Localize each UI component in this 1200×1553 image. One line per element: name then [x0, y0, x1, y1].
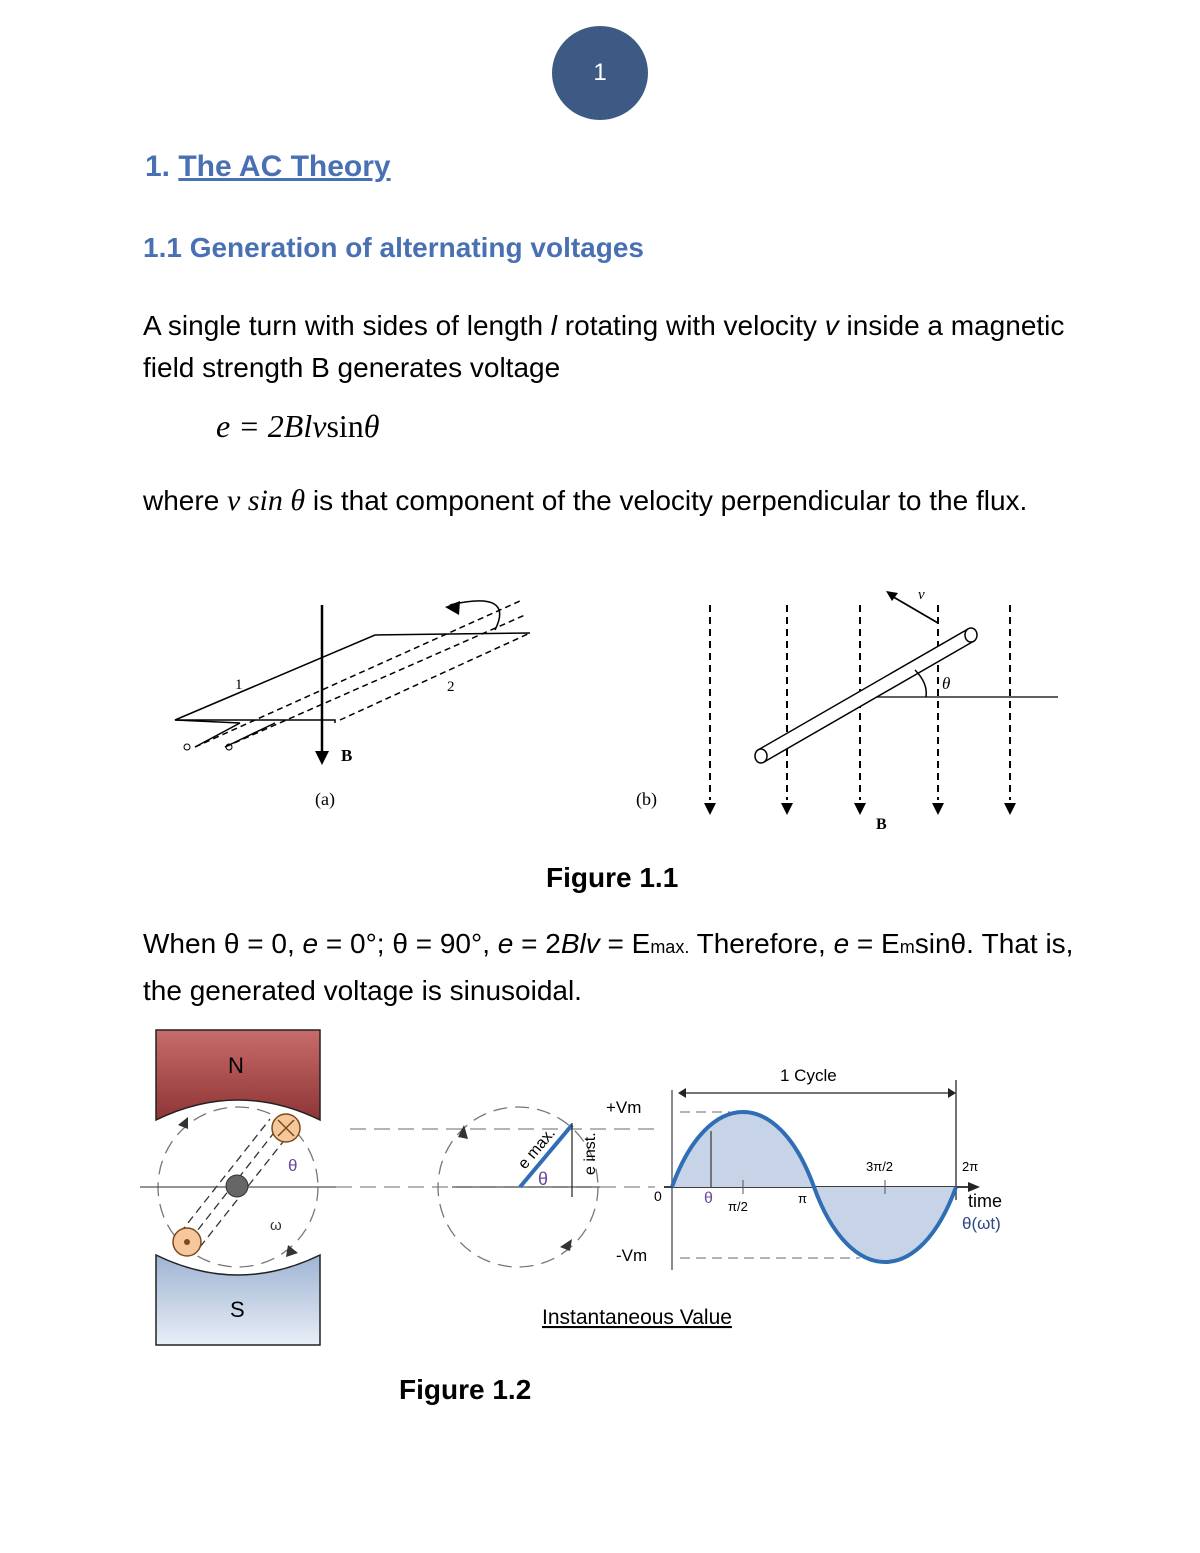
var-v: v — [824, 310, 839, 341]
einst-label: e inst. — [582, 1132, 599, 1175]
fig1b-label-v: v — [918, 587, 925, 603]
intro-paragraph — [143, 305, 1083, 389]
omega-label: ω — [270, 1217, 282, 1234]
sine-positive-fill — [672, 1112, 814, 1187]
theta-axis-label: θ — [704, 1190, 713, 1207]
var-e: e — [833, 928, 850, 959]
rotor-theta-label: θ — [288, 1156, 298, 1175]
sine-negative-fill — [814, 1187, 956, 1262]
fig1b-caption: (b) — [636, 789, 657, 809]
minus-vm-label: -Vm — [616, 1246, 648, 1265]
voltage-equation — [216, 408, 380, 445]
text-span: When θ = 0, — [143, 928, 303, 959]
two-pi-label: 2π — [962, 1159, 979, 1174]
var-e: e — [497, 928, 514, 959]
pi-half-label: π/2 — [728, 1199, 748, 1214]
subscript-m: m — [899, 937, 915, 957]
fig1b-label-B: B — [876, 816, 887, 833]
text-span: = E — [599, 928, 651, 959]
phasor-theta-label: θ — [538, 1169, 549, 1189]
subscript-max: max. — [650, 937, 690, 957]
section-title: The AC Theory — [178, 150, 391, 183]
text-span: rotating with velocity — [557, 310, 825, 341]
fig1a-caption: (a) — [315, 789, 335, 809]
theta-omega-t-label: θ(ωt) — [962, 1214, 1001, 1233]
text-span: where — [143, 485, 228, 516]
emax-label: e max. — [515, 1124, 559, 1173]
equation-sin: sin — [326, 408, 364, 444]
var-l: l — [550, 310, 558, 341]
three-pi-half-label: 3π/2 — [866, 1159, 894, 1174]
text-span: is that component of the velocity perpendicular to the flux. — [305, 485, 1028, 516]
var-e: e — [302, 928, 319, 959]
velocity-paragraph — [143, 480, 1083, 522]
instantaneous-value-label: Instantaneous Value — [542, 1306, 732, 1329]
section-number: 1. — [145, 150, 179, 183]
magnet-N-label: N — [228, 1053, 244, 1078]
text-span: = 2 — [513, 928, 561, 959]
figure-1-1a-diagram — [165, 595, 545, 825]
plus-vm-label: +Vm — [606, 1098, 642, 1117]
time-axis-label: time — [968, 1191, 1003, 1211]
sinusoid-paragraph — [143, 922, 1103, 1013]
magnet-S-label: S — [230, 1297, 245, 1322]
text-span: inside a magnetic field strength B generates voltage — [143, 310, 1065, 383]
zero-label: 0 — [654, 1188, 662, 1204]
fig1a-label-B: B — [341, 746, 353, 765]
page-number-badge: 1 — [552, 26, 648, 120]
figure-1-1-caption: Figure 1.1 — [546, 862, 679, 893]
figure-1-1b-diagram — [630, 585, 1070, 833]
equation-theta: θ — [363, 408, 380, 444]
equation-lhs: e = 2Blv — [216, 408, 327, 444]
fig1a-label-2: 2 — [447, 679, 455, 695]
pi-label: π — [798, 1191, 807, 1206]
figure-1-2-diagram — [140, 1025, 1040, 1355]
var-blv: Blv — [560, 928, 600, 959]
inline-math: v sin θ — [227, 484, 306, 517]
text-span: = 0°; θ = 90°, — [318, 928, 498, 959]
fig1b-label-theta: θ — [942, 674, 951, 693]
text-span: = E — [849, 928, 900, 959]
fig1a-label-1: 1 — [235, 677, 243, 693]
figure-1-2-caption: Figure 1.2 — [399, 1374, 532, 1405]
one-cycle-label: 1 Cycle — [780, 1066, 837, 1085]
text-span: A single turn with sides of length — [143, 310, 551, 341]
section-heading — [145, 150, 391, 184]
subsection-heading: 1.1 Generation of alternating voltages — [143, 232, 645, 263]
text-span: sinθ. That is, the generated voltage is sinusoidal. — [143, 928, 1074, 1006]
text-span: Therefore, — [689, 928, 834, 959]
